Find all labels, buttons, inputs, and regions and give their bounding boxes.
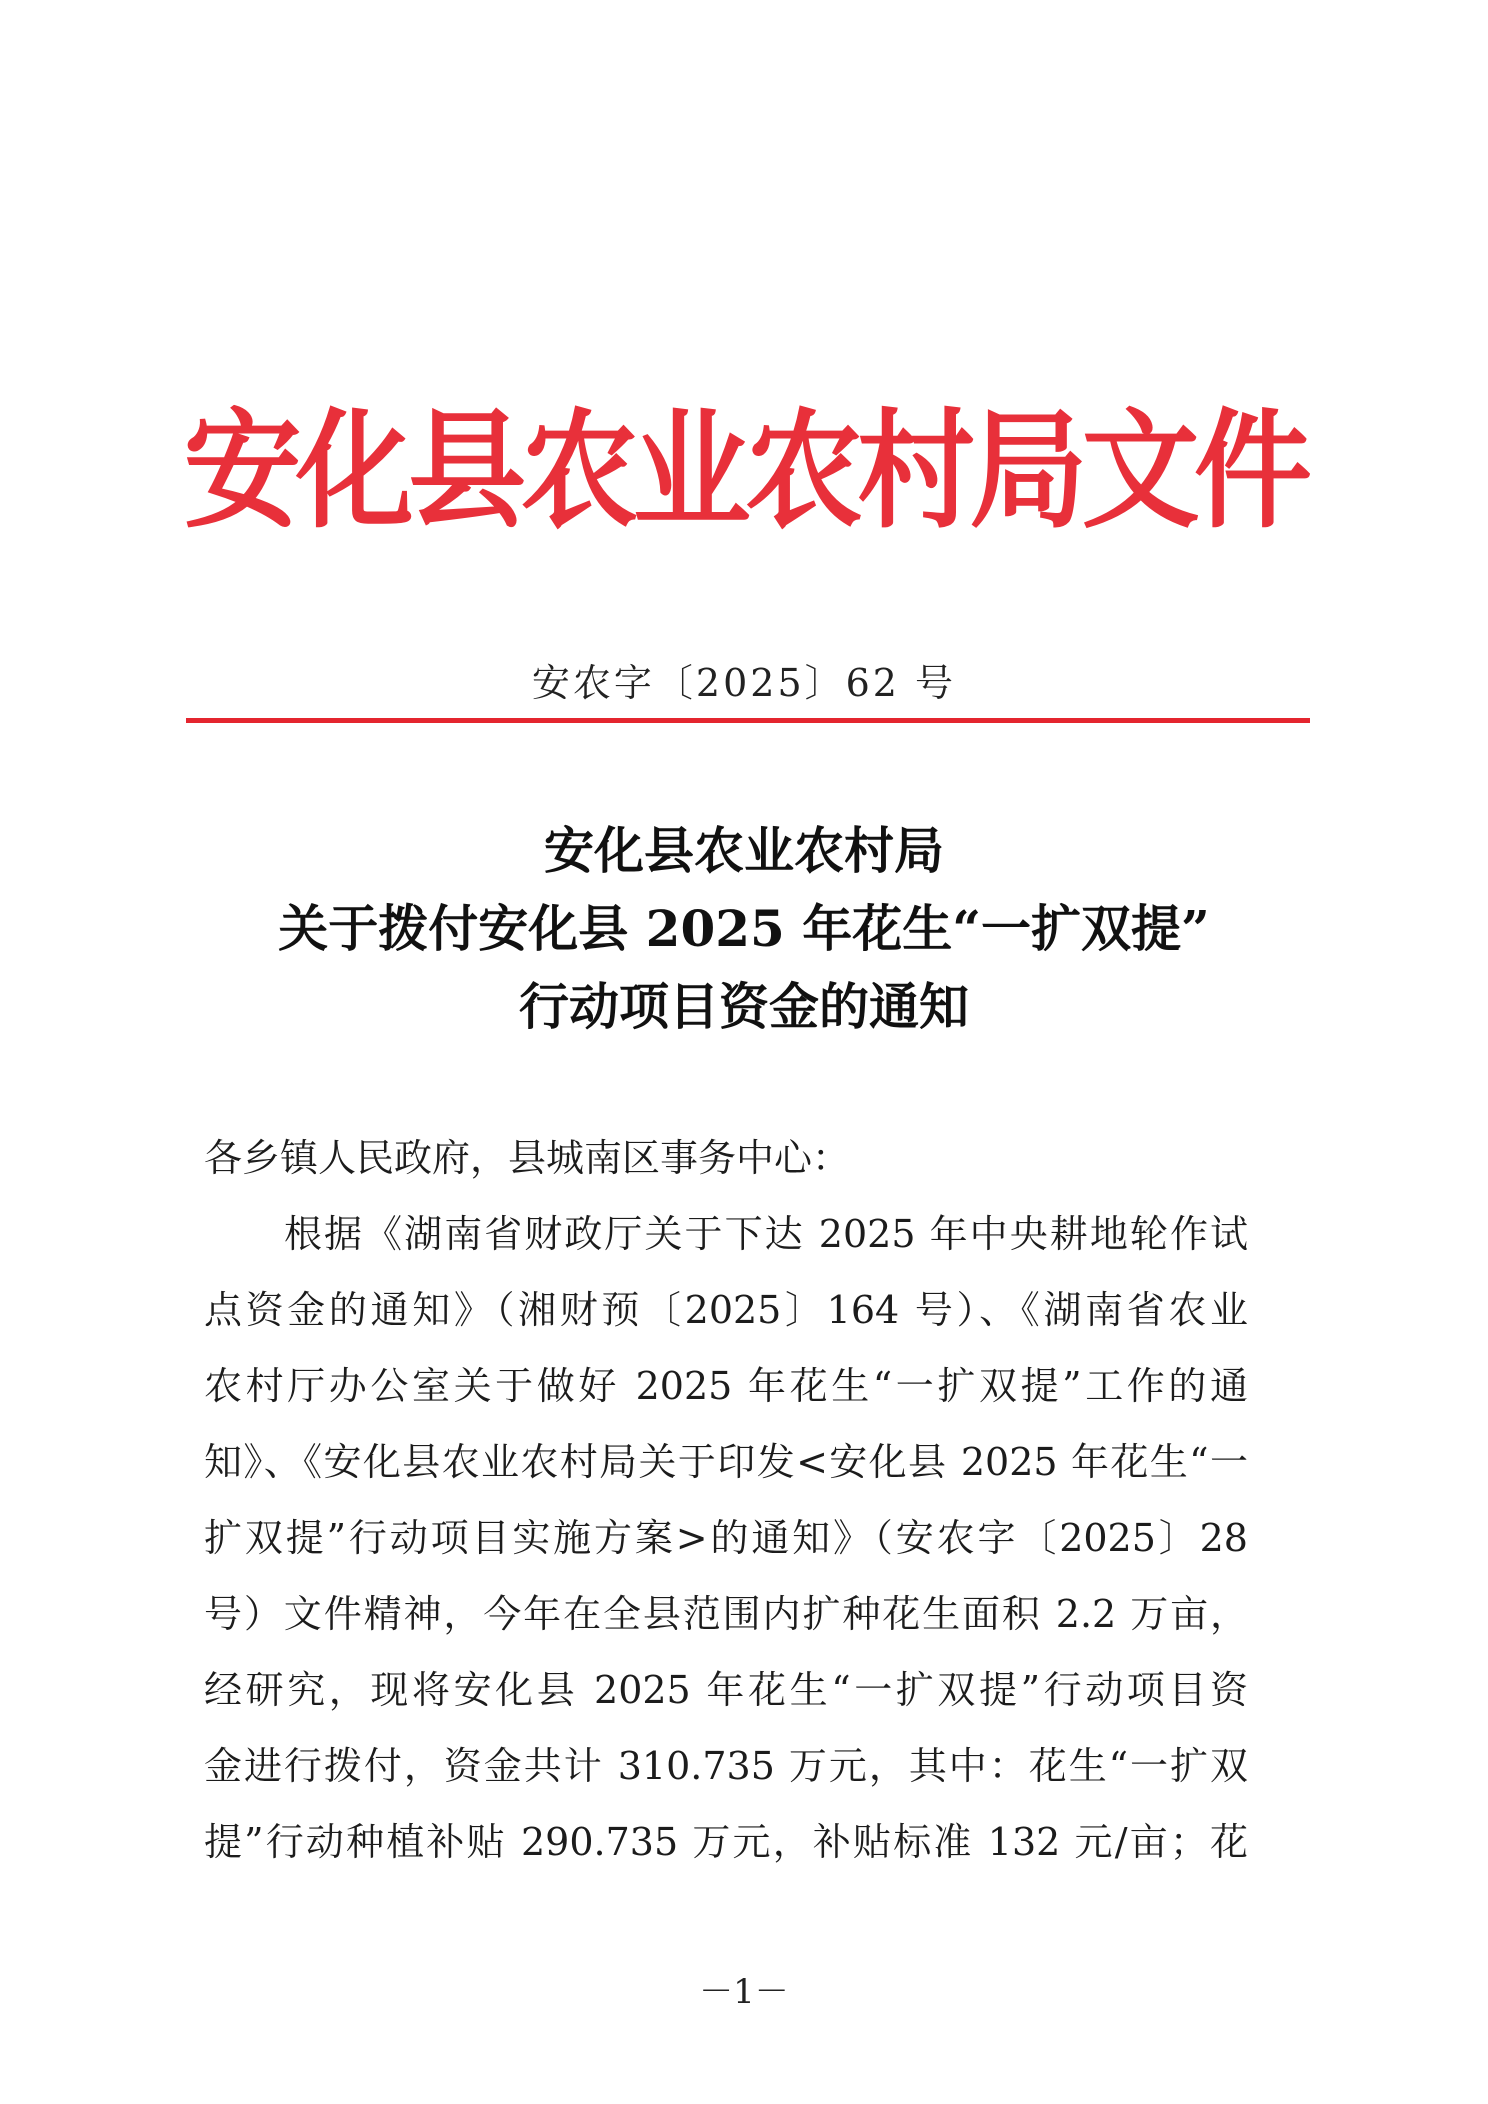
body-line-2: 点资金的通知》（湘财预〔2025〕164 号）、《湖南省农业 bbox=[204, 1288, 1248, 1332]
body-line-8: 金进行拨付，资金共计 310.735 万元，其中：花生“一扩双 bbox=[204, 1744, 1248, 1788]
document-number: 安农字〔2025〕62 号 bbox=[531, 661, 957, 705]
body-line-9: 提”行动种植补贴 290.735 万元，补贴标准 132 元/亩；花 bbox=[204, 1820, 1248, 1864]
body-line-1: 根据《湖南省财政厅关于下达 2025 年中央耕地轮作试 bbox=[284, 1212, 1248, 1256]
salutation: 各乡镇人民政府，县城南区事务中心： bbox=[204, 1136, 851, 1180]
body-line-6: 号）文件精神，今年在全县范围内扩种花生面积 2.2 万亩， bbox=[204, 1592, 1248, 1636]
notice-title bbox=[0, 812, 1488, 1046]
title-line-3: 行动项目资金的通知 bbox=[519, 977, 969, 1036]
title-line-1: 安化县农业农村局 bbox=[544, 821, 944, 880]
title-line-2: 关于拨付安化县 2025 年花生“一扩双提” bbox=[278, 899, 1210, 958]
notice-body bbox=[204, 1120, 1248, 1880]
red-separator-line bbox=[186, 718, 1310, 723]
body-line-5: 扩双提”行动项目实施方案>的通知》（安农字〔2025〕28 bbox=[204, 1516, 1248, 1560]
body-line-3: 农村厅办公室关于做好 2025 年花生“一扩双提”工作的通 bbox=[204, 1364, 1248, 1408]
body-line-7: 经研究，现将安化县 2025 年花生“一扩双提”行动项目资 bbox=[204, 1668, 1248, 1712]
body-line-4: 知》、《安化县农业农村局关于印发<安化县 2025 年花生“一 bbox=[204, 1440, 1248, 1484]
page-number: －1－ bbox=[699, 1972, 789, 2012]
masthead-title: 安化县农业农村局文件 bbox=[183, 396, 1307, 546]
